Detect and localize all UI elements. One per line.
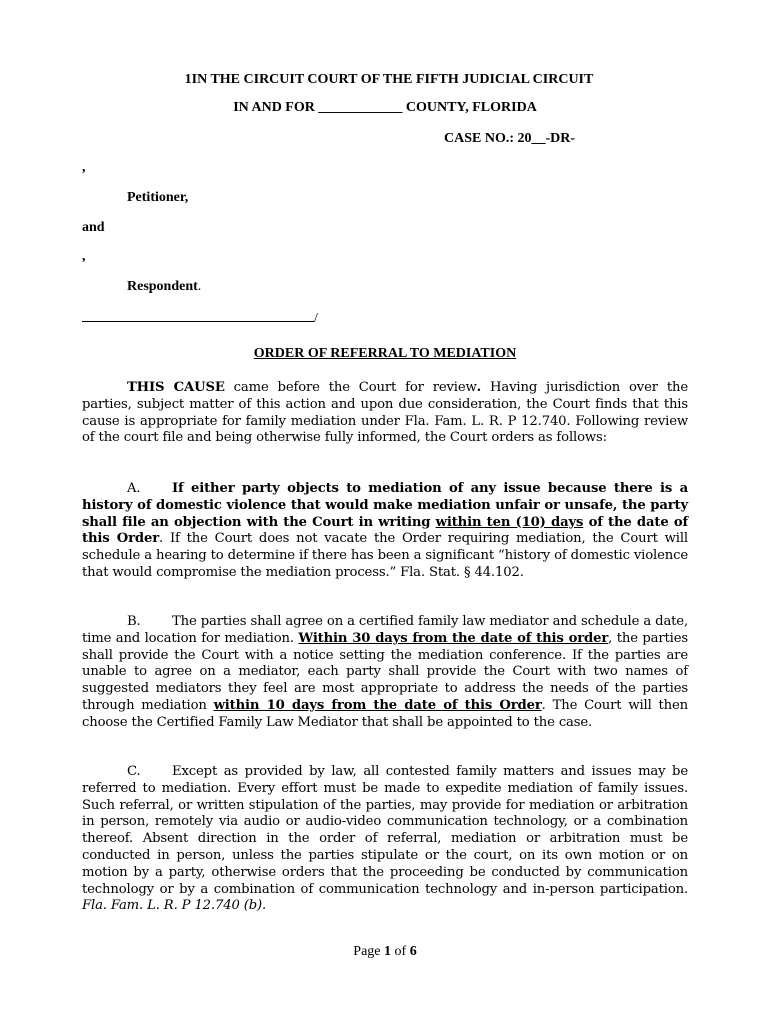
petitioner-label: Petitioner, xyxy=(127,190,189,205)
intro-paragraph xyxy=(82,380,688,447)
intro-text-2: Having jurisdiction over the parties, subject matter of this action and upon due consideration, the Court finds that this cause is appropriate for family mediation under Fla. Fam. L. R. P 12.740. Following review of the court file and being otherwise fully informed, the Court orders as follows: xyxy=(82,380,688,446)
intro-text-1: came before the Court for review xyxy=(224,380,477,395)
section-c-citation: Fla. Fam. L. R. P 12.740 (b). xyxy=(82,898,267,914)
section-c-text: Except as provided by law, all contested family matters and issues may be referred to mediation. Every effort must be made to expedite mediation of family issues. Such referral, or written stipulation of the parties, may provide for mediation or arbitration in person, remotely via audio or audio-video communication technology, or a combination thereof. Absent direction in the order of referral, mediation or arbitration must be conducted in person, unless the parties stipulate or the court, on its own motion or on motion by a party, otherwise orders that the proceeding be conducted by communication technology or by a combination of communication technology and in-person participation. xyxy=(82,764,688,897)
petitioner-name-line: , xyxy=(82,160,86,175)
respondent-label xyxy=(127,279,201,295)
section-a-paragraph xyxy=(82,481,688,582)
section-a-deadline: within ten (10) days xyxy=(435,514,584,530)
county-heading: IN AND FOR ____________ COUNTY, FLORIDA xyxy=(233,100,537,115)
section-b-text-3: . The Court will then choose the Certified Family Law Mediator that shall be appointed to the case. xyxy=(82,697,689,730)
document-title: ORDER OF REFERRAL TO MEDIATION xyxy=(253,346,517,361)
section-c-letter: C. xyxy=(127,764,141,779)
page-label: Page xyxy=(353,944,385,959)
page-footer xyxy=(0,944,770,960)
respondent-period: . xyxy=(197,279,202,294)
section-b-deadline-2: within 10 days from the date of this Order xyxy=(213,697,542,713)
section-b-paragraph xyxy=(82,614,688,732)
caption-divider xyxy=(82,309,318,327)
and-label: and xyxy=(82,220,105,235)
section-b-text-2: , the parties shall provide the Court with a notice setting the mediation conference. If the parties are unable to agree on a mediator, each party shall provide the Court with two names of suggested mediators they feel are most appropriate to address the needs of the parties through mediation xyxy=(82,630,688,713)
caption-underline xyxy=(82,309,314,322)
respondent-name-line: , xyxy=(82,249,86,264)
case-number: CASE NO.: 20__-DR- xyxy=(444,131,576,146)
section-a-bold-2: of the date of this Order xyxy=(82,514,689,547)
page-total: 6 xyxy=(409,944,417,959)
caption-slash: / xyxy=(314,311,318,326)
section-a-bold-1: If either party objects to mediation of any issue because there is a history of domestic violence that would make mediation unfair or unsafe, the party shall file an objection with the Court in writing xyxy=(82,481,688,530)
intro-bold-period: . xyxy=(476,380,482,395)
respondent-text: Respondent xyxy=(127,279,198,294)
page-of-label: of xyxy=(391,944,410,959)
section-b-letter: B. xyxy=(127,614,141,629)
this-cause-lead: THIS CAUSE xyxy=(127,380,225,395)
page-number: 1 xyxy=(384,944,392,959)
section-a-text: . If the Court does not vacate the Order requiring mediation, the Court will schedule a hearing to determine if there has been a significant “history of domestic violence that would compromise the mediation process.” Fla. Stat. § 44.102. xyxy=(82,531,688,580)
section-b-deadline-1: Within 30 days from the date of this order xyxy=(298,630,609,646)
section-b-text-1: The parties shall agree on a certified family law mediator and schedule a date, time and location for mediation. xyxy=(82,614,688,646)
court-heading: 1IN THE CIRCUIT COURT OF THE FIFTH JUDICIAL CIRCUIT xyxy=(184,72,594,87)
section-a-letter: A. xyxy=(127,481,141,496)
section-c-paragraph xyxy=(82,764,688,915)
